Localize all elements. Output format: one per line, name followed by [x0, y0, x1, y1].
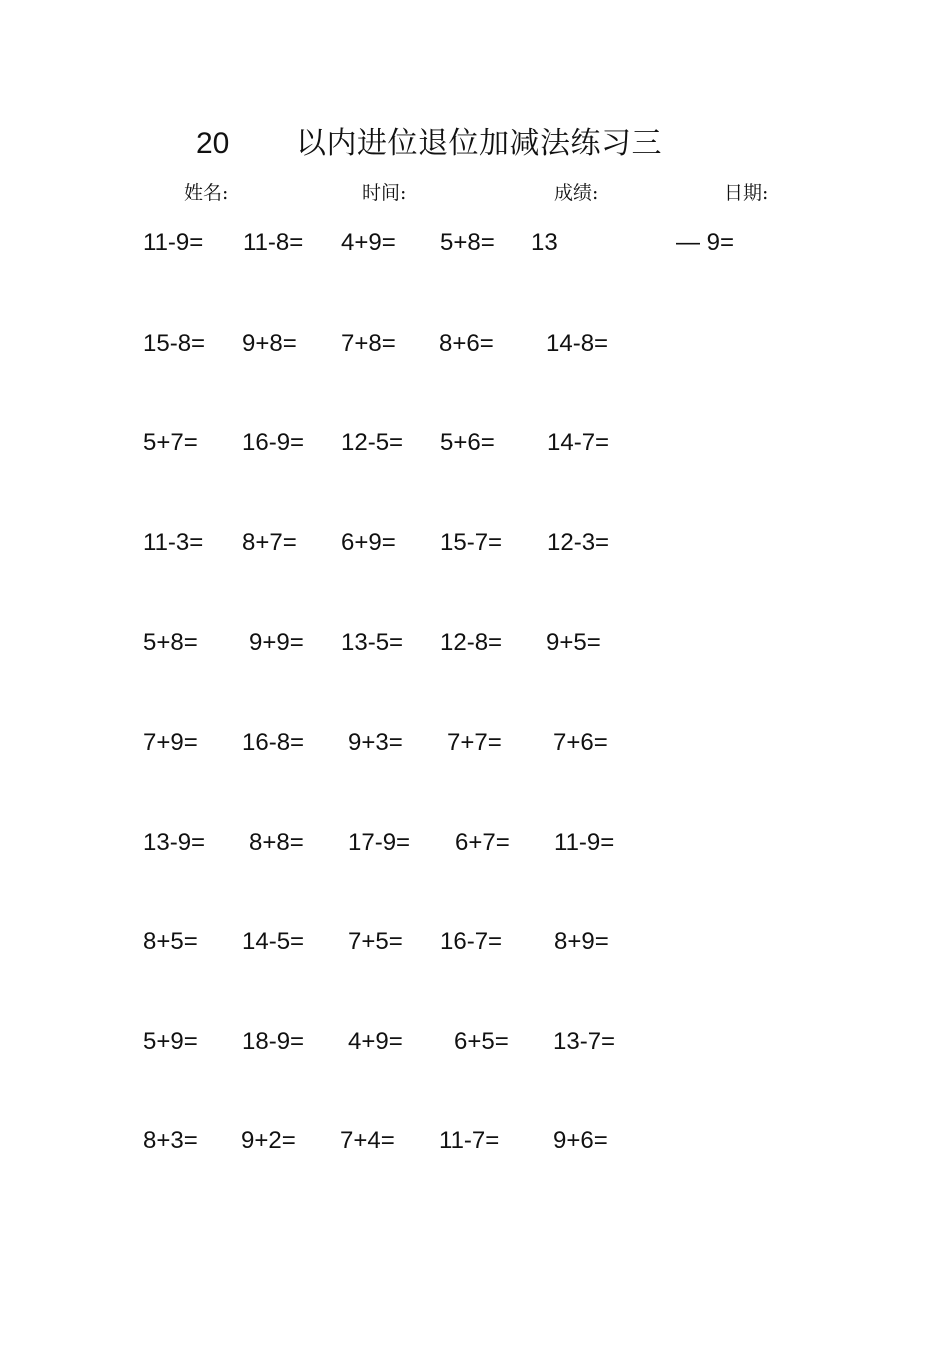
math-problem: 7+6= — [553, 729, 608, 756]
math-problem: 13 — [531, 229, 558, 256]
math-problem: 13-7= — [553, 1028, 616, 1055]
math-problem: 8+6= — [439, 330, 494, 357]
math-problem: 12-5= — [341, 429, 404, 456]
math-problem: 9+3= — [348, 729, 403, 756]
math-problem: 11-8= — [243, 229, 304, 256]
math-problem: 5+7= — [143, 429, 198, 456]
math-problem: 17-9= — [348, 829, 411, 856]
math-problem: 12-8= — [440, 629, 503, 656]
math-problem: 14-5= — [242, 928, 305, 955]
math-problem: 5+9= — [143, 1028, 198, 1055]
math-problem: 7+9= — [143, 729, 198, 756]
math-problem: 9+5= — [546, 629, 601, 656]
math-problem: 12-3= — [547, 529, 610, 556]
math-problem: 11-9= — [143, 229, 204, 256]
math-problem: 13-5= — [341, 629, 404, 656]
math-problem: 7+7= — [447, 729, 502, 756]
math-problem: 8+3= — [143, 1127, 198, 1154]
math-problem: 8+7= — [242, 529, 297, 556]
math-problem: 14-8= — [546, 330, 609, 357]
math-problem: 9+6= — [553, 1127, 608, 1154]
math-problem: 8+8= — [249, 829, 304, 856]
score-field-label: 成绩: — [554, 182, 599, 204]
math-problem: 16-7= — [440, 928, 503, 955]
math-problem: 15-8= — [143, 330, 206, 357]
math-problem: 4+9= — [341, 229, 396, 256]
name-field-label: 姓名: — [184, 182, 229, 204]
math-problem: 7+5= — [348, 928, 403, 955]
math-problem: 9+9= — [249, 629, 304, 656]
math-problem: 16-9= — [242, 429, 305, 456]
math-problem: 5+6= — [440, 429, 495, 456]
math-problem: 11-7= — [439, 1127, 500, 1154]
math-problem: 8+5= — [143, 928, 198, 955]
math-problem: 14-7= — [547, 429, 610, 456]
worksheet-title-number: 20 — [196, 127, 230, 160]
date-field-label: 日期: — [724, 182, 769, 204]
math-problem: 11-3= — [143, 529, 204, 556]
math-problem: 9+2= — [241, 1127, 296, 1154]
stray-problem-fragment: — 9= — [676, 229, 735, 256]
math-problem: 7+4= — [340, 1127, 395, 1154]
math-problem: 15-7= — [440, 529, 503, 556]
math-problem: 5+8= — [143, 629, 198, 656]
math-problem: 7+8= — [341, 330, 396, 357]
math-problem: 11-9= — [554, 829, 615, 856]
math-problem: 6+7= — [455, 829, 510, 856]
math-problem: 18-9= — [242, 1028, 305, 1055]
math-problem: 8+9= — [554, 928, 609, 955]
math-problem: 6+5= — [454, 1028, 509, 1055]
math-problem: 5+8= — [440, 229, 495, 256]
math-problem: 6+9= — [341, 529, 396, 556]
math-problem: 16-8= — [242, 729, 305, 756]
math-problem: 13-9= — [143, 829, 206, 856]
math-problem: 9+8= — [242, 330, 297, 357]
time-field-label: 时间: — [362, 182, 407, 204]
math-problem: 4+9= — [348, 1028, 403, 1055]
worksheet-title: 以内进位退位加减法练习三 — [296, 126, 662, 161]
